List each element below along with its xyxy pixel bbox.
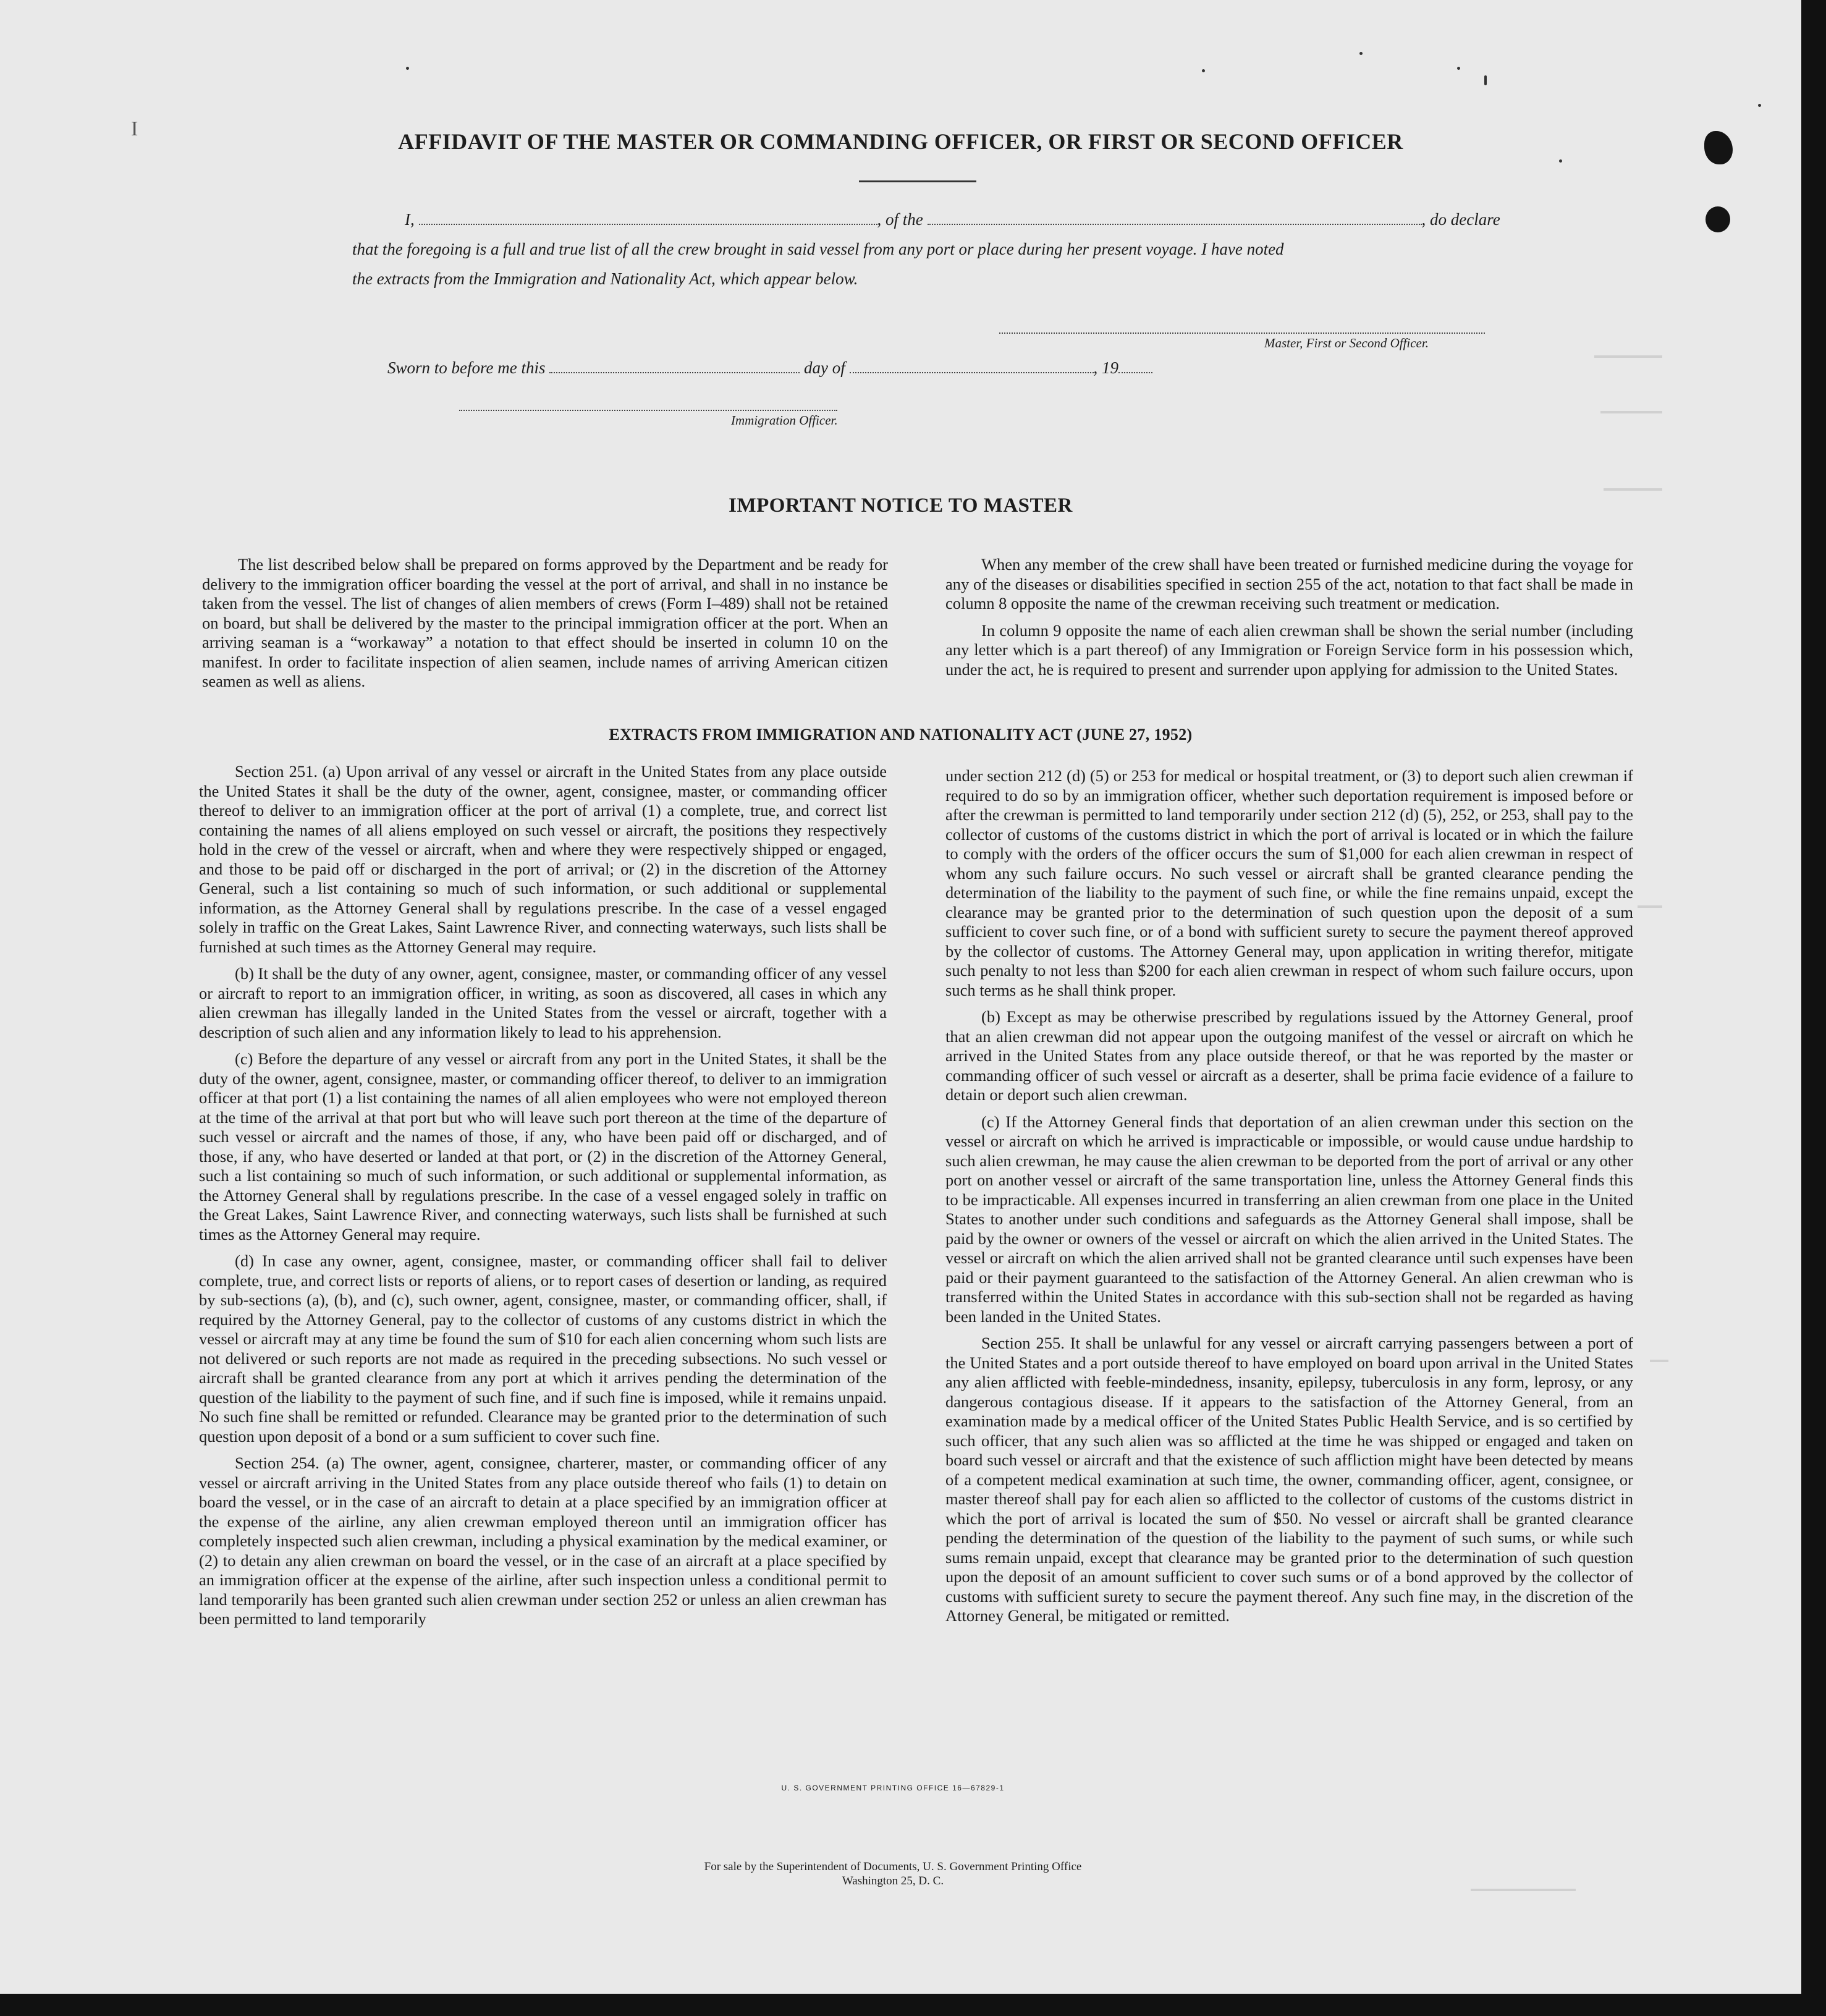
notice-paragraph: The list described below shall be prepared on forms approved by the Department and be ready for delivery to the immigration officer boarding the vessel at the port of arrival, and shall in no instance be taken from the vessel. The list of changes of alien members of crews (Form I–489) shall not be retained on board, but shall be delivered by the master to the principal immigration officer at the port. When an arriving seaman is a “workaway” a notation to that effect should be inserted in column 10 on the manifest. In order to facilitate inspection of alien seamen, include names of arriving American citizen seamen as well as aliens. — [202, 555, 888, 690]
sale-address: Washington 25, D. C. — [842, 1874, 944, 1887]
section-251-d: (d) In case any owner, agent, consignee, master, or commanding officer shall fail to deliver complete, true, and correct lists or reports of aliens, or to report cases of desertion or landing, as required by sub-sections (a), (b), and (c), such owner, agent, consignee, master, or commanding officer, shall, if required by the Attorney General, pay to the collector of customs of any customs district in which the vessel or aircraft may at any time be found the sum of $10 for each alien concerning whom such lists are not delivered or such reports are not made as required in the preceding subsections. No such vessel or aircraft shall be granted clearance from any port at which it arrives pending the determination of the question of the liability to the payment of such fine, and if such fine is imposed, while it remains unpaid. No such fine shall be remitted or refunded. Clearance may be granted prior to the determination of such question upon deposit of a bond or a sum sufficient to cover such fine. — [199, 1252, 887, 1446]
master-signature-line[interactable] — [999, 332, 1485, 334]
notice-paragraph: When any member of the crew shall have been treated or furnished medicine during the voyage for any of the diseases or disabilities specified in section 255 of the act, notation to that fact shall be made in column 8 opposite the name of the crewman receiving such treatment or medication. — [945, 555, 1633, 612]
section-251-b: (b) It shall be the duty of any owner, agent, consignee, master, or commanding officer of any vessel or aircraft to report to an immigration officer, in writing, as soon as discovered, all cases in which any alien crewman has illegally landed in the United States from the vessel or aircraft, together with a description of such alien and any information likely to lead to his apprehension. — [199, 964, 887, 1041]
page-mark: I — [131, 117, 138, 140]
officer-signature-line[interactable] — [459, 410, 837, 411]
declaration-i: I, — [405, 210, 415, 229]
scan-speck — [1484, 75, 1487, 85]
bleed-through-mark — [1650, 1360, 1668, 1362]
extracts-title: EXTRACTS FROM IMMIGRATION AND NATIONALITY ACT (JUNE 27, 1952) — [609, 726, 1193, 743]
section-251-a: Section 251. (a) Upon arrival of any vessel or aircraft in the United States from any place outside the United States it shall be the duty of the owner, agent, consignee, master, or commanding officer thereof to deliver to an immigration officer at the port of arrival (1) a complete, true, and correct list containing the names of all aliens employed on such vessel or aircraft, the positions they respectively hold in the crew of the vessel or aircraft, when and where they were respectively shipped or engaged, and those to be paid off or discharged in the port of arrival; or (2) in the discretion of the Attorney General, such a list containing so much of such information, or such additional or supplemental information, as the Attorney General shall by regulations prescribe. In the case of a vessel engaged solely in traffic on the Great Lakes, Saint Lawrence River, and connecting waterways, such lists shall be furnished at such times as the Attorney General may require. — [199, 762, 887, 956]
bleed-through-mark — [1638, 905, 1662, 908]
year-prefix: , 19 — [1093, 358, 1118, 377]
master-caption: Master, First or Second Officer. — [1264, 336, 1429, 350]
sworn-label: Sworn to before me this — [387, 358, 546, 377]
declaration-text-line-3: the extracts from the Immigration and Nationality Act, which appear below. — [352, 269, 858, 288]
sworn-line — [387, 358, 1152, 378]
declaration-text-line-2: that the foregoing is a full and true list of all the crew brought in said vessel from any port or place during her present voyage. I have noted — [352, 240, 1284, 258]
officer-caption: Immigration Officer. — [731, 413, 838, 428]
section-254-a: Section 254. (a) The owner, agent, consignee, charterer, master, or commanding officer of any vessel or aircraft arriving in the United States from any place outside thereof who fails (1) to detain on board the vessel, or in the case of an aircraft to detain at a place specified by an immigration officer at the expense of the airline, any alien crewman employed thereon until an immigration officer has completely inspected such alien crewman, including a physical examination by the medical examiner, or (2) to detain any alien crewman on board the vessel, or in the case of an aircraft at a place specified by an immigration officer at the expense of the airline, after such inspection unless a conditional permit to land temporarily has been granted such alien crewman under section 252 or unless an alien crewman has been permitted to land temporarily — [199, 1454, 887, 1628]
section-254-a-continued: under section 212 (d) (5) or 253 for medical or hospital treatment, or (3) to deport such alien crewman if required to do so by an immigration officer, whether such deportation requirement is imposed before or after the crewman is permitted to land temporarily under section 212 (d) (5), 252, or 253, shall pay to the collector of customs of the customs district in which the port of arrival is located or in which the failure to comply with the orders of the officer occurs the sum of $1,000 for each alien crewman in respect of whom any such failure occurs. No such vessel or aircraft shall be granted clearance pending the determination of the liability to the payment of such fine, or while the fine remains unpaid, except the clearance may be granted prior to the determination of such question upon the deposit of a sum sufficient to cover such fine, or of a bond with sufficient surety to secure the payment thereof approved by the collector of customs. The Attorney General may, upon application in writing therefor, mitigate such penalty to not less than $200 for each alien crewman in respect of whom such failure occurs, upon such terms as he shall think proper. — [945, 766, 1633, 999]
name-blank[interactable] — [419, 222, 877, 225]
section-251-c: (c) Before the departure of any vessel or aircraft from any port in the United States, it shall be the duty of the owner, agent, consignee, master, or commanding officer thereof, to deliver to an immigration officer at that port (1) a list containing the names of all alien employees who were not employed thereon at the time of the arrival at that port but who will leave such port thereon at the time of the departure of such vessel or aircraft and the names of those, if any, who have been paid off or discharged, and of those, if any, who have deserted or landed at that port, or (2) in the discretion of the Attorney General, such a list containing so much of such information, or such additional or supplemental information, as the Attorney General shall by regulations prescribe. In the case of a vessel engaged solely in traffic on the Great Lakes, Saint Lawrence River, and connecting waterways, such lists shall be furnished at such times as the Attorney General may require. — [199, 1049, 887, 1243]
scan-speck — [406, 67, 409, 70]
section-255: Section 255. It shall be unlawful for any vessel or aircraft carrying passengers between a port of the United States and a port outside thereof to have employed on board upon arrival in the United States any alien afflicted with feeble-mindedness, insanity, epilepsy, tuberculosis in any form, leprosy, or any dangerous contagious disease. If it appears to the satisfaction of the Attorney General, from an examination made by a medical officer of the United States Public Health Service, and is so certified by such officer, that any such alien was so afflicted at the time he was shipped or engaged and taken on board such vessel or aircraft and that the existence of such affliction might have been detected by means of a competent medical examination at such time, the owner, commanding officer, agent, consignee, or master thereof shall pay for each alien so afflicted to the collector of customs of the customs district in which the port of arrival is located the sum of $50. No vessel or aircraft shall be granted clearance pending the determination of the question of the liability to the payment of such sums, or while such sums remain unpaid, except that clearance may be granted prior to the determination of such question upon the deposit of an amount sufficient to cover such sums or of a bond approved by the collector of customs with sufficient surety to secure the payment thereof. Any such fine may, in the discretion of the Attorney General, be mitigated or remitted. — [945, 1334, 1633, 1625]
scan-speck — [1758, 104, 1761, 107]
notice-paragraph: In column 9 opposite the name of each alien crewman shall be shown the serial number (including any letter which is a part thereof) of any Immigration or Foreign Service form in his possession which, under the act, he is required to present and surrender upon applying for admission to the United States. — [945, 620, 1633, 679]
notice-left-column — [202, 555, 888, 699]
scan-speck — [1457, 67, 1460, 70]
sale-notice: For sale by the Superintendent of Documents, U. S. Government Printing Office — [704, 1860, 1082, 1873]
printer-imprint: U. S. GOVERNMENT PRINTING OFFICE 16—67829-1 — [781, 1784, 1005, 1792]
notice-title: IMPORTANT NOTICE TO MASTER — [729, 494, 1073, 517]
extracts-left-column — [199, 762, 887, 1637]
declaration-line — [405, 210, 1500, 229]
title-underline — [859, 180, 976, 182]
scan-speck — [1559, 159, 1562, 163]
declaration-do-declare: , do declare — [1421, 210, 1500, 229]
bleed-through-mark — [1594, 355, 1662, 358]
affidavit-title: AFFIDAVIT OF THE MASTER OR COMMANDING OFFICER, OR FIRST OR SECOND OFFICER — [398, 129, 1403, 154]
bleed-through-mark — [1600, 411, 1662, 413]
year-blank[interactable] — [1118, 371, 1152, 373]
section-254-b: (b) Except as may be otherwise prescribed by regulations issued by the Attorney General, proof that an alien crewman did not appear upon the outgoing manifest of the vessel or aircraft on which he arrived in the United States from any place outside thereof, or that he was reported by the master or commanding officer of such vessel or aircraft as a deserter, shall be prima facie evidence of a failure to detain or deport such alien crewman. — [945, 1007, 1633, 1104]
declaration-of-the: , of the — [877, 210, 923, 229]
scan-speck — [1359, 52, 1363, 55]
day-of-label: day of — [804, 358, 845, 377]
vessel-blank[interactable] — [928, 222, 1422, 225]
notice-right-column — [945, 555, 1633, 687]
bleed-through-mark — [1604, 488, 1662, 491]
extracts-right-column — [945, 766, 1633, 1633]
scan-speck — [1202, 69, 1205, 72]
sworn-day-blank[interactable] — [549, 371, 800, 373]
punch-hole-mark — [1706, 206, 1730, 232]
bleed-through-mark — [1471, 1889, 1576, 1891]
month-blank[interactable] — [850, 371, 1094, 373]
section-254-c: (c) If the Attorney General finds that deportation of an alien crewman under this section on the vessel or aircraft on which he arrived is impracticable or impossible, or would cause undue hardship to such alien crewman, he may cause the alien crewman to be deported from the port of arrival or any other port on another vessel or aircraft of the same transportation line, unless the Attorney General finds this to be impracticable. All expenses incurred in transferring an alien crewman from one place in the United States to another under such conditions and safeguards as the Attorney General shall impose, shall be paid by the owner or owners of the vessel or aircraft on which the alien arrived in the United States. The vessel or aircraft on which the alien arrived shall not be granted clearance until such expenses have been paid or their payment guaranteed to the satisfaction of the Attorney General. An alien crewman who is transferred within the United States in accordance with this sub-section shall not be regarded as having been landed in the United States. — [945, 1112, 1633, 1326]
